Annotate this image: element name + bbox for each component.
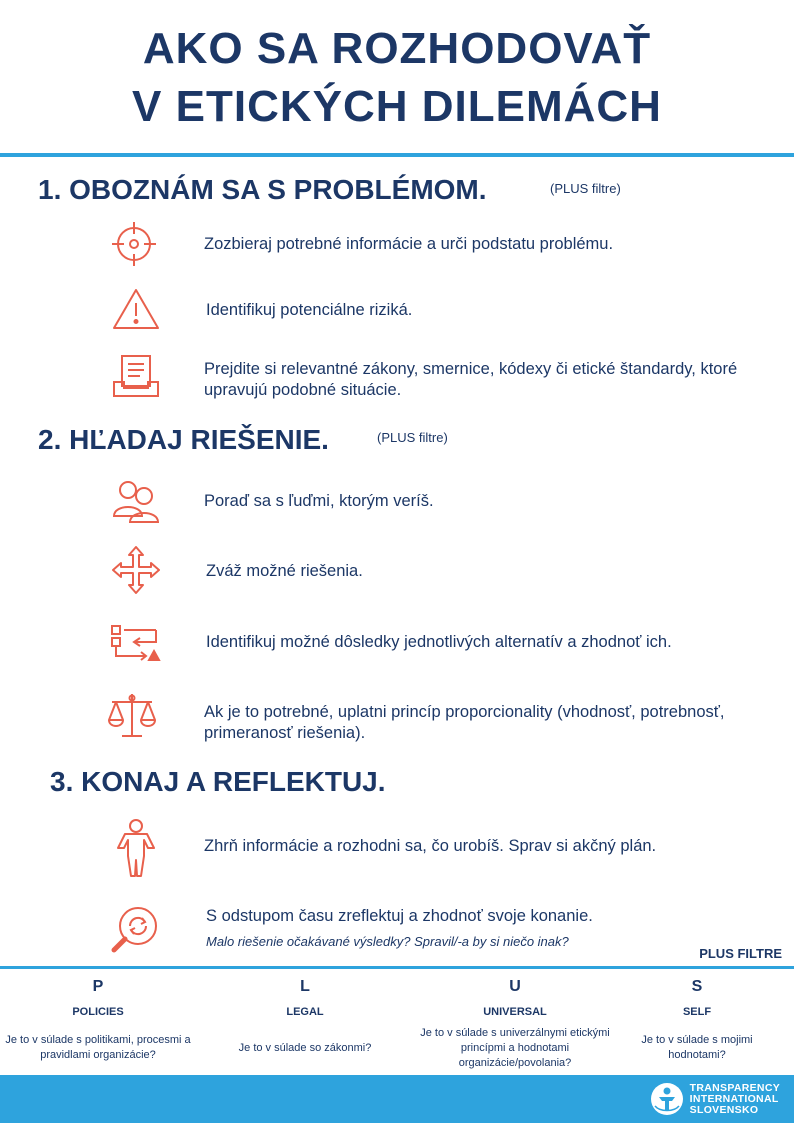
section-1-plus-note: (PLUS filtre) <box>550 181 621 196</box>
step-text: Poraď sa s ľuďmi, ktorým veríš. <box>204 492 434 510</box>
plus-letter: U <box>509 978 521 995</box>
logo-line: SLOVENSKO <box>689 1103 759 1116</box>
section-1-heading: 1. OBOZNÁM SA S PROBLÉMOM. <box>38 174 487 205</box>
section-2-plus-note: (PLUS filtre) <box>377 430 448 445</box>
page-title-line-2: V ETICKÝCH DILEMÁCH <box>132 82 662 131</box>
plus-column-policies <box>3 976 193 1072</box>
step-text: Ak je to potrebné, uplatni princíp proporcionality (vhodnosť, potrebnosť, primeranosť riešenia). <box>204 703 725 742</box>
step-text: Zhrň informácie a rozhodni sa, čo urobíš. Sprav si akčný plán. <box>204 837 657 855</box>
move-arrows-icon <box>110 544 162 596</box>
plus-column-universal <box>420 976 610 1072</box>
section-2-heading: 2. HĽADAJ RIEŠENIE. <box>38 424 329 455</box>
person-icon <box>110 818 162 880</box>
section-3-heading: 3. KONAJ A REFLEKTUJ. <box>50 766 386 797</box>
top-divider <box>0 153 794 157</box>
plus-letter: L <box>300 978 310 995</box>
plus-name: SELF <box>682 1006 712 1018</box>
footer-bar <box>0 1075 794 1123</box>
step-text: Identifikuj možné dôsledky jednotlivých alternatív a zhodnoť ich. <box>206 633 672 651</box>
plus-name: LEGAL <box>286 1006 324 1018</box>
middle-divider <box>0 966 794 969</box>
page-title-line-1: AKO SA ROZHODOVAŤ <box>142 24 652 73</box>
step-text: S odstupom času zreflektuj a zhodnoť svoje konanie. <box>206 907 593 925</box>
step-text: Prejdite si relevantné zákony, smernice, kódexy či etické štandardy, ktoré upravujú podobné situácie. <box>204 360 738 399</box>
logo-text <box>690 1083 780 1116</box>
magnifier-refresh-icon <box>108 904 160 956</box>
step-subnote: Malo riešenie očakávané výsledky? Spravil/-a by si niečo inak? <box>206 934 569 949</box>
plus-question: Je to v súlade s politikami, procesmi a pravidlami organizácie? <box>5 1034 191 1061</box>
logo-line: TRANSPARENCY <box>689 1081 780 1094</box>
warning-icon <box>110 284 162 336</box>
plus-name: UNIVERSAL <box>483 1006 547 1018</box>
plus-letter: P <box>92 978 104 995</box>
flowchart-icon <box>110 618 162 670</box>
people-icon <box>110 476 162 528</box>
plus-filters-heading: PLUS FILTRE <box>699 946 782 961</box>
document-tray-icon <box>110 350 162 402</box>
target-icon <box>108 218 160 270</box>
plus-question: Je to v súlade s mojimi hodnotami? <box>641 1034 753 1061</box>
logo-mark-icon <box>650 1082 684 1116</box>
plus-column-legal <box>210 976 400 1072</box>
step-text: Zozbieraj potrebné informácie a urči podstatu problému. <box>204 235 614 253</box>
plus-question: Je to v súlade so zákonmi? <box>238 1041 372 1054</box>
step-text: Identifikuj potenciálne riziká. <box>206 301 413 319</box>
scales-icon <box>106 690 158 742</box>
plus-column-self <box>612 976 782 1072</box>
plus-name: POLICIES <box>72 1006 124 1018</box>
plus-letter: S <box>691 978 703 995</box>
logo-line: INTERNATIONAL <box>689 1092 779 1105</box>
step-text: Zváž možné riešenia. <box>206 562 363 580</box>
transparency-logo <box>650 1081 780 1117</box>
plus-question: Je to v súlade s univerzálnymi etickými princípmi a hodnotami organizácie/povolania? <box>420 1026 610 1069</box>
